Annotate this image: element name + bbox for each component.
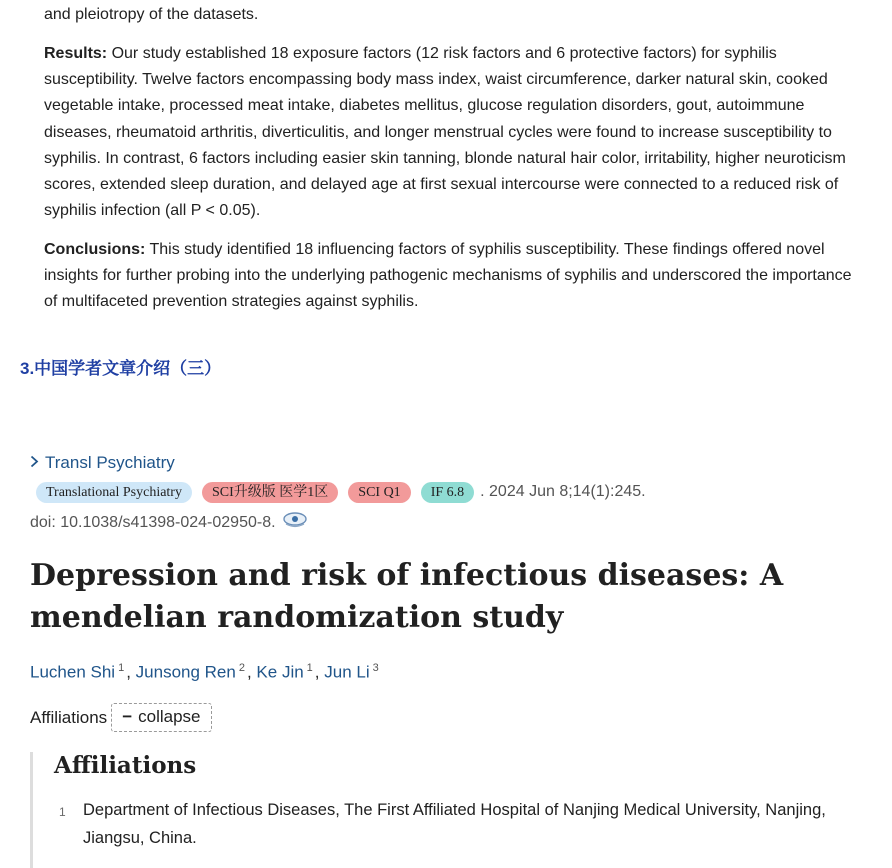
affiliation-text: Department of Infectious Diseases, The First Affiliated Hospital of Nanjing Medical University, Nanjing, Jiangsu, China.	[83, 801, 826, 847]
affiliations-toggle-row	[30, 703, 212, 732]
journal-link[interactable]	[30, 453, 175, 473]
article-title: Depression and risk of infectious diseases: A mendelian randomization study	[30, 558, 784, 635]
author-link[interactable]: Jun Li	[324, 662, 370, 682]
author-aff-number[interactable]: 1	[306, 662, 313, 674]
chevron-right-icon	[30, 455, 39, 473]
affiliations-panel	[30, 752, 863, 868]
affiliations-heading: Affiliations	[54, 752, 197, 779]
affiliations-label: Affiliations	[30, 707, 108, 727]
citation-text: . 2024 Jun 8;14(1):245.	[480, 483, 646, 500]
collapse-label: collapse	[138, 707, 201, 726]
conclusions-text: This study identified 18 influencing factors of syphilis susceptibility. These findings offered novel insights for further probing into the underlying pathogenic mechanisms of syphilis and underscored the importance of multifaceted prevention strategies against syphilis.	[44, 241, 852, 311]
affiliation-number: 1	[59, 805, 66, 819]
abstract-conclusions	[44, 237, 854, 316]
impact-factor-badge[interactable]: IF 6.8	[421, 482, 474, 503]
minus-icon: −	[122, 707, 133, 726]
author-link[interactable]: Luchen Shi	[30, 662, 116, 682]
collapse-button[interactable]	[111, 703, 211, 732]
conclusions-label: Conclusions:	[44, 241, 146, 258]
abstract-intro-tail: and pleiotropy of the datasets.	[44, 6, 259, 23]
author-list: Luchen Shi $^1$ , Junsong Ren $^2$ , Ke Jin $^1$ , Jun Li $^3$	[30, 662, 379, 682]
sci-quartile-badge[interactable]: SCI Q1	[348, 482, 410, 503]
author-link[interactable]: Ke Jin	[256, 662, 304, 682]
eye-link-icon[interactable]	[282, 511, 308, 534]
section-title: 3.中国学者文章介绍（三）	[20, 359, 222, 378]
affiliation-item	[59, 796, 849, 852]
doi-text: doi: 10.1038/s41398-024-02950-8.	[30, 513, 276, 531]
author-link[interactable]: Junsong Ren	[135, 662, 236, 682]
author-aff-number[interactable]: 3	[372, 662, 379, 674]
journal-badges	[36, 481, 646, 503]
journal-name-badge[interactable]: Translational Psychiatry	[36, 482, 192, 503]
author-aff-number[interactable]: 1	[118, 662, 125, 674]
abstract-results	[44, 41, 854, 224]
doi-line	[30, 511, 308, 534]
author-aff-number[interactable]: 2	[238, 662, 245, 674]
results-label: Results:	[44, 45, 108, 62]
journal-link-label: Transl Psychiatry	[45, 453, 175, 472]
results-text: Our study established 18 exposure factors (12 risk factors and 6 protective factors) for syphilis susceptibility. Twelve factors encompassing body mass index, waist circumference, darker natural skin, cooked vegetable intake, processed meat intake, diabetes mellitus, glucose regulation disorders, gout, autoimmune diseases, rheumatoid arthritis, diverticulitis, and longer menstrual cycles were found to increase susceptibility to syphilis. In contrast, 6 factors including easier skin tanning, blonde natural hair color, irritability, higher neuroticism scores, extended sleep duration, and delayed age at first sexual intercourse were connected to a reduced risk of syphilis infection (all P < 0.05).	[44, 45, 846, 220]
sci-upgrade-badge[interactable]: SCI升级版 医学1区	[202, 482, 338, 503]
